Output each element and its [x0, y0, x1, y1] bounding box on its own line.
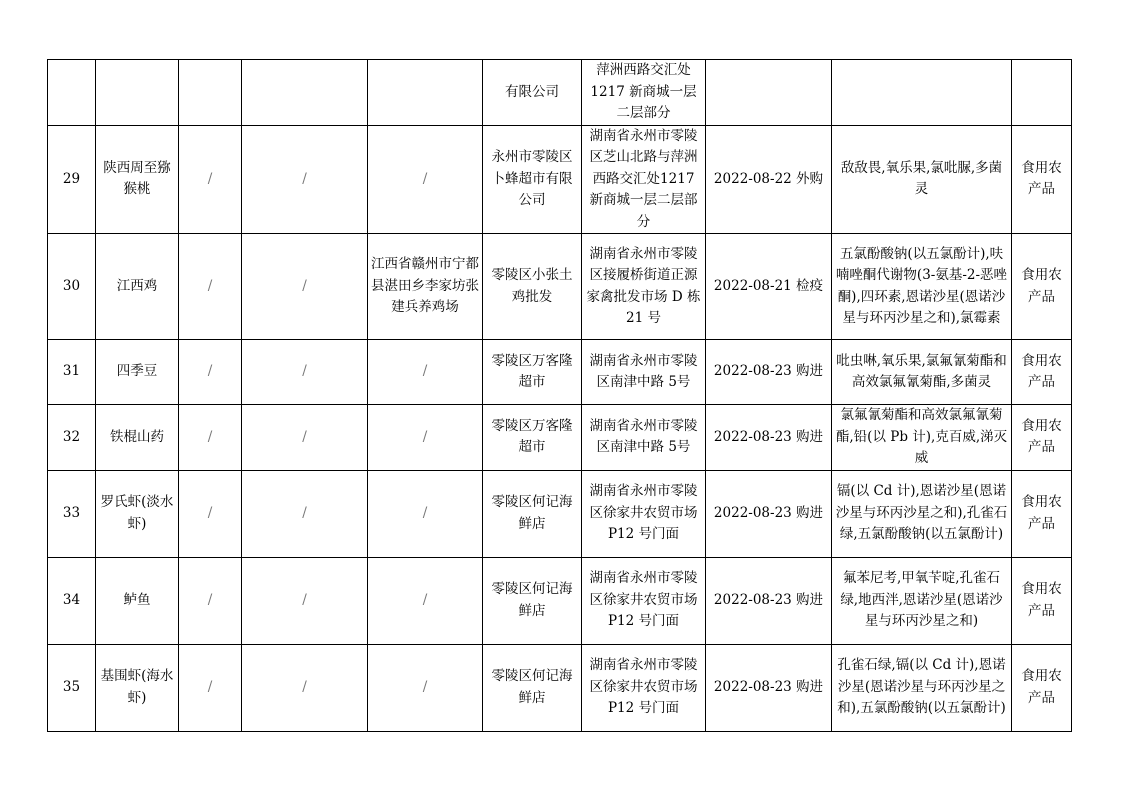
test-items: 氯氟氰菊酯和高效氯氟氰菊酯,铅(以 Pb 计),克百威,涕灭威	[832, 405, 1012, 471]
cell-col4: /	[242, 405, 368, 471]
date-cell: 2022-08-21 检疫	[706, 234, 832, 340]
category: 食用农产品	[1012, 557, 1072, 644]
date-cell: 2022-08-23 购进	[706, 470, 832, 557]
category: 食用农产品	[1012, 340, 1072, 405]
row-number: 33	[48, 470, 96, 557]
row-number: 30	[48, 234, 96, 340]
producer: /	[368, 557, 483, 644]
cell-col4: /	[242, 234, 368, 340]
cell-col4: /	[242, 470, 368, 557]
cell-col3: /	[179, 340, 242, 405]
cell-col3: /	[179, 405, 242, 471]
sampled-unit: 零陵区何记海鲜店	[483, 644, 582, 731]
category: 食用农产品	[1012, 405, 1072, 471]
test-items: 氟苯尼考,甲氧苄啶,孔雀石绿,地西泮,恩诺沙星(恩诺沙星与环丙沙星之和)	[832, 557, 1012, 644]
date-cell: 2022-08-23 购进	[706, 340, 832, 405]
sampled-unit: 零陵区小张土鸡批发	[483, 234, 582, 340]
sampled-address: 湖南省永州市零陵区芝山北路与萍洲西路交汇处1217 新商城一层二层部分	[582, 125, 706, 234]
cell-col4: /	[242, 125, 368, 234]
cell-col3: /	[179, 125, 242, 234]
sample-name: 鲈鱼	[96, 557, 179, 644]
producer: /	[368, 125, 483, 234]
table-row	[48, 557, 1072, 644]
row-number: 31	[48, 340, 96, 405]
row-number: 34	[48, 557, 96, 644]
sampled-address: 湖南省永州市零陵区徐家井农贸市场 P12 号门面	[582, 644, 706, 731]
sampled-address: 湖南省永州市零陵区徐家井农贸市场 P12 号门面	[582, 470, 706, 557]
test-items: 镉(以 Cd 计),恩诺沙星(恩诺沙星与环丙沙星之和),孔雀石绿,五氯酚酸钠(以五氯酚计)	[832, 470, 1012, 557]
producer: /	[368, 405, 483, 471]
table-row	[48, 644, 1072, 731]
sampled-unit: 有限公司	[483, 60, 582, 126]
sample-name: 基围虾(海水虾)	[96, 644, 179, 731]
producer: 江西省赣州市宁都县湛田乡李家坊张建兵养鸡场	[368, 234, 483, 340]
sampled-unit: 零陵区何记海鲜店	[483, 557, 582, 644]
sampled-address: 萍洲西路交汇处1217 新商城一层二层部分	[582, 60, 706, 126]
category	[1012, 60, 1072, 126]
date-cell	[706, 60, 832, 126]
date-cell: 2022-08-23 购进	[706, 644, 832, 731]
sampled-address: 湖南省永州市零陵区徐家井农贸市场 P12 号门面	[582, 557, 706, 644]
cell-col4: /	[242, 644, 368, 731]
sampled-address: 湖南省永州市零陵区南津中路 5号	[582, 405, 706, 471]
row-number: 32	[48, 405, 96, 471]
sample-name: 四季豆	[96, 340, 179, 405]
date-cell: 2022-08-23 购进	[706, 557, 832, 644]
inspection-table-page	[47, 59, 1072, 732]
producer: /	[368, 470, 483, 557]
sample-name: 铁棍山药	[96, 405, 179, 471]
producer: /	[368, 340, 483, 405]
cell-col3: /	[179, 470, 242, 557]
date-cell: 2022-08-23 购进	[706, 405, 832, 471]
cell-col3: /	[179, 557, 242, 644]
test-items: 孔雀石绿,镉(以 Cd 计),恩诺沙星(恩诺沙星与环丙沙星之和),五氯酚酸钠(以五氯酚计)	[832, 644, 1012, 731]
sample-name: 罗氏虾(淡水虾)	[96, 470, 179, 557]
sample-name: 江西鸡	[96, 234, 179, 340]
table-row	[48, 125, 1072, 234]
cell-col3: /	[179, 234, 242, 340]
sampled-address: 湖南省永州市零陵区南津中路 5号	[582, 340, 706, 405]
row-number: 35	[48, 644, 96, 731]
category: 食用农产品	[1012, 644, 1072, 731]
row-number: 29	[48, 125, 96, 234]
cell-col3	[179, 60, 242, 126]
test-items: 吡虫啉,氧乐果,氯氟氰菊酯和高效氯氟氰菊酯,多菌灵	[832, 340, 1012, 405]
sampled-unit: 零陵区何记海鲜店	[483, 470, 582, 557]
cell-col3: /	[179, 644, 242, 731]
cell-col4: /	[242, 557, 368, 644]
sampled-unit: 永州市零陵区卜蜂超市有限公司	[483, 125, 582, 234]
table-row	[48, 470, 1072, 557]
date-cell: 2022-08-22 外购	[706, 125, 832, 234]
category: 食用农产品	[1012, 125, 1072, 234]
table-row	[48, 405, 1072, 471]
sample-name: 陕西周至猕猴桃	[96, 125, 179, 234]
sampled-address: 湖南省永州市零陵区接履桥街道正源家禽批发市场 D 栋 21 号	[582, 234, 706, 340]
test-items: 五氯酚酸钠(以五氯酚计),呋喃唑酮代谢物(3-氨基-2-恶唑酮),四环素,恩诺沙星(恩诺沙星与环丙沙星之和),氯霉素	[832, 234, 1012, 340]
table-row	[48, 234, 1072, 340]
cell-col4	[242, 60, 368, 126]
producer	[368, 60, 483, 126]
test-items	[832, 60, 1012, 126]
sample-name	[96, 60, 179, 126]
row-number	[48, 60, 96, 126]
cell-col4: /	[242, 340, 368, 405]
table-row	[48, 60, 1072, 126]
table-row	[48, 340, 1072, 405]
producer: /	[368, 644, 483, 731]
sampled-unit: 零陵区万客隆超市	[483, 405, 582, 471]
sampled-unit: 零陵区万客隆超市	[483, 340, 582, 405]
test-items: 敌敌畏,氧乐果,氯吡脲,多菌灵	[832, 125, 1012, 234]
category: 食用农产品	[1012, 234, 1072, 340]
sampling-results-table	[47, 59, 1072, 732]
category: 食用农产品	[1012, 470, 1072, 557]
